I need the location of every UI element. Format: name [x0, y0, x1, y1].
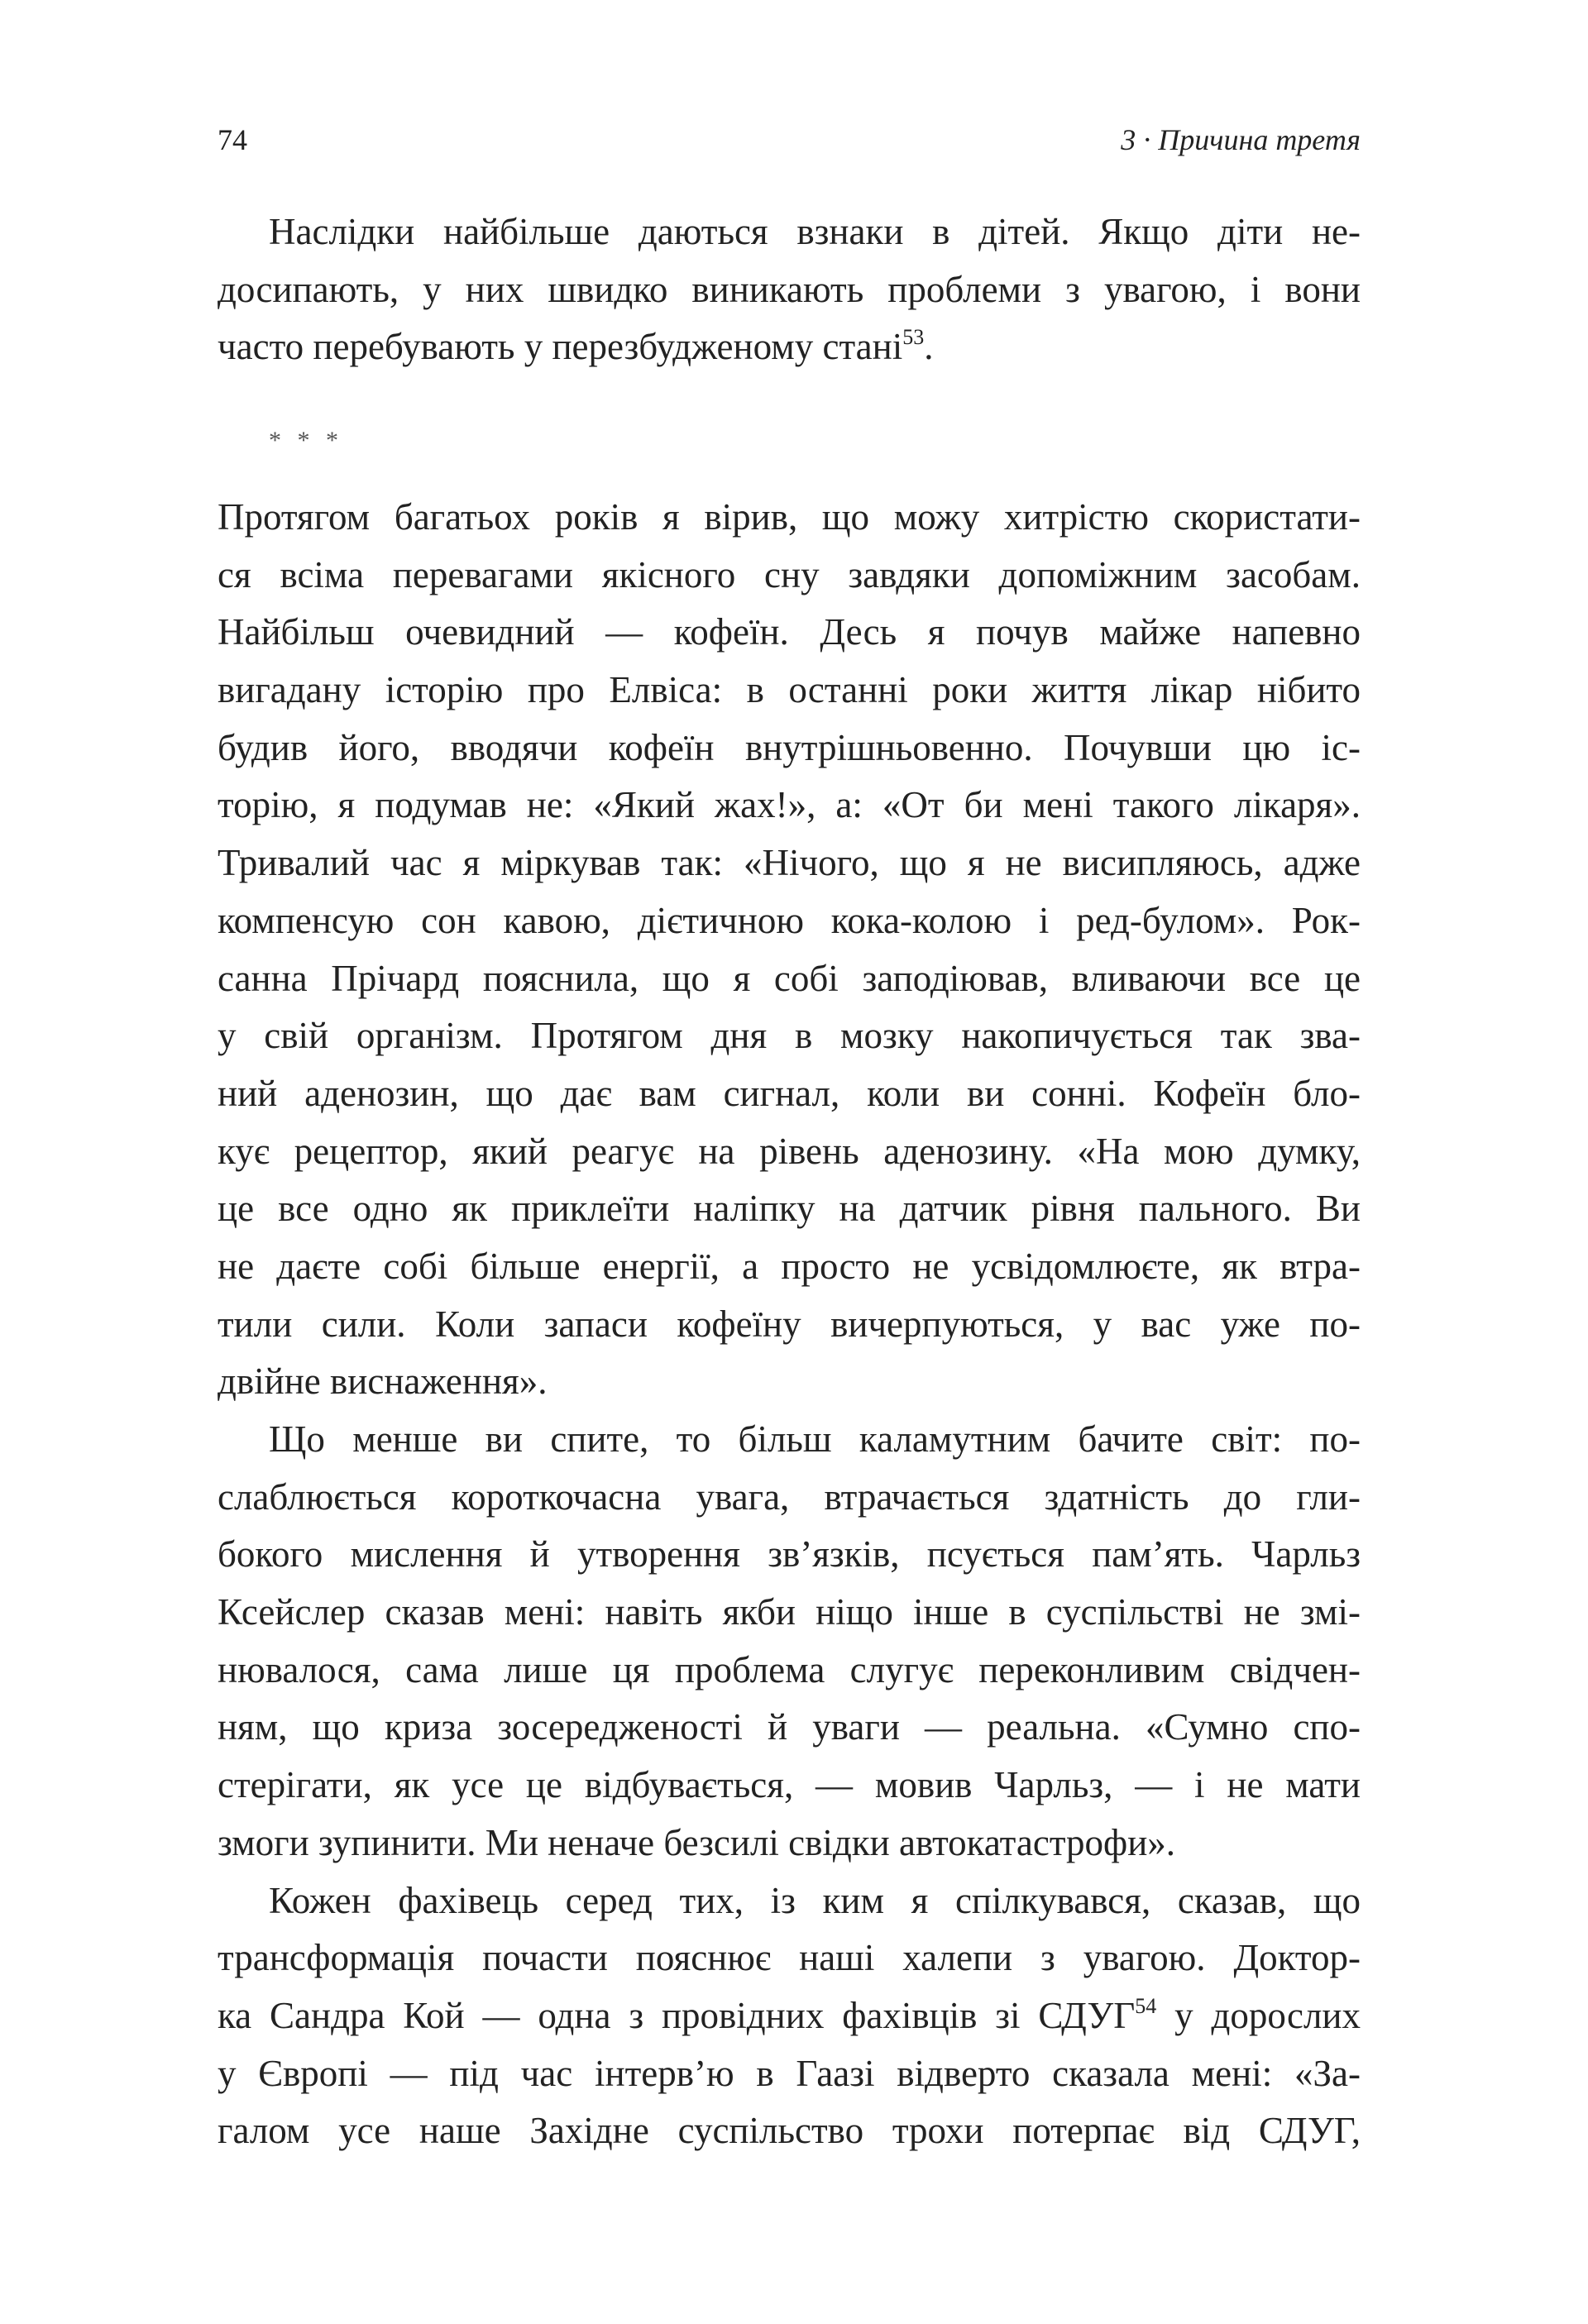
- text-line: Тривалий час я міркував так: «Нічого, що я не висипляюсь, адже: [218, 842, 1361, 884]
- text-line: [218, 318, 1361, 376]
- text-line: галом усе наше Західне суспільство трохи потерпає від СДУГ,: [218, 2110, 1361, 2152]
- text-segment: .: [924, 326, 934, 368]
- text-line: будив його, вводячи кофеїн внутрішньовенно. Почувши цю іс-: [218, 726, 1361, 768]
- footnote-ref[interactable]: 53: [902, 325, 925, 350]
- text-line: у Європі — під час інтерв’ю в Гаазі відверто сказала мені: «За-: [218, 2052, 1361, 2094]
- text-line: трансформація почасти пояснює наші халепи з увагою. Доктор-: [218, 1937, 1361, 1979]
- running-head: [218, 122, 1361, 164]
- text-line: Найбільш очевидний — кофеїн. Десь я почув майже напевно: [218, 611, 1361, 653]
- text-line: вигадану історію про Елвіса: в останні роки життя лікар нібито: [218, 669, 1361, 711]
- body-text: [218, 489, 1361, 2160]
- text-line: змоги зупинити. Ми неначе безсилі свідки автокатастрофи».: [218, 1821, 1176, 1863]
- page-number: 74: [218, 123, 247, 156]
- paragraph: [218, 1411, 1361, 1872]
- paragraph: [218, 1872, 1361, 2160]
- text-line: слаблюється короткочасна увага, втрачається здатність до гли-: [218, 1475, 1361, 1518]
- paragraph: [218, 489, 1361, 1411]
- text-line: кує рецептор, який реагує на рівень аденозину. «На мою думку,: [218, 1130, 1361, 1172]
- text-line: це все одно як приклеїти наліпку на датчик рівня пального. Ви: [218, 1188, 1361, 1230]
- text-line: досипають, у них швидко виникають проблеми з увагою, і вони: [218, 268, 1361, 310]
- text-line: Наслідки найбільше даються взнаки в дітей. Якщо діти не-: [269, 211, 1361, 252]
- text-line: у свій організм. Протягом дня в мозку накопичується так зва-: [218, 1015, 1361, 1057]
- text-line: стерігати, як усе це відбувається, — мовив Чарльз, — і не мати: [218, 1764, 1361, 1806]
- text-segment: часто перебувають у перезбудженому стані: [218, 326, 903, 368]
- text-line: Протягом багатьох років я вірив, що можу хитрістю скористати-: [218, 496, 1361, 538]
- text-line: нювалося, сама лише ця проблема слугує переконливим свідчен-: [218, 1648, 1361, 1690]
- text-line: [218, 1987, 1361, 2045]
- section-separator: * * *: [269, 427, 343, 454]
- paragraph: [218, 203, 1361, 376]
- footnote-ref[interactable]: 54: [1135, 1993, 1157, 2018]
- text-line: торію, я подумав не: «Який жах!», а: «От би мені такого лікаря».: [218, 784, 1361, 826]
- text-line: тили сили. Коли запаси кофеїну вичерпуються, у вас уже по-: [218, 1303, 1361, 1345]
- text-segment: у дорослих: [1156, 1994, 1361, 2036]
- text-line: бокого мислення й утворення зв’язків, псується пам’ять. Чарльз: [218, 1533, 1361, 1576]
- text-line: компенсую сон кавою, дієтичною кока-колою і ред-булом». Рок-: [218, 899, 1361, 941]
- text-line: ний аденозин, що дає вам сигнал, коли ви сонні. Кофеїн бло-: [218, 1072, 1361, 1114]
- text-line: ням, що криза зосередженості й уваги — реальна. «Сумно спо-: [218, 1706, 1361, 1748]
- text-line: санна Прічард пояснила, що я собі заподіював, вливаючи все це: [218, 957, 1361, 999]
- text-line: ся всіма перевагами якісного сну завдяки допоміжним засобам.: [218, 553, 1361, 595]
- text-line: Ксейслер сказав мені: навіть якби ніщо інше в суспільстві не змі-: [218, 1591, 1361, 1633]
- text-line: Що менше ви спите, то більш каламутним бачите світ: по-: [269, 1418, 1361, 1460]
- text-line: не даєте собі більше енергії, а просто не усвідомлюєте, як втра-: [218, 1245, 1361, 1287]
- text-line: двійне виснаження».: [218, 1360, 548, 1403]
- chapter-title: 3 · Причина третя: [1121, 123, 1361, 156]
- text-line: Кожен фахівець серед тих, із ким я спілкувався, сказав, що: [269, 1879, 1361, 1921]
- text-segment: ка Сандра Кой — одна з провідних фахівців зі СДУГ: [218, 1994, 1136, 2036]
